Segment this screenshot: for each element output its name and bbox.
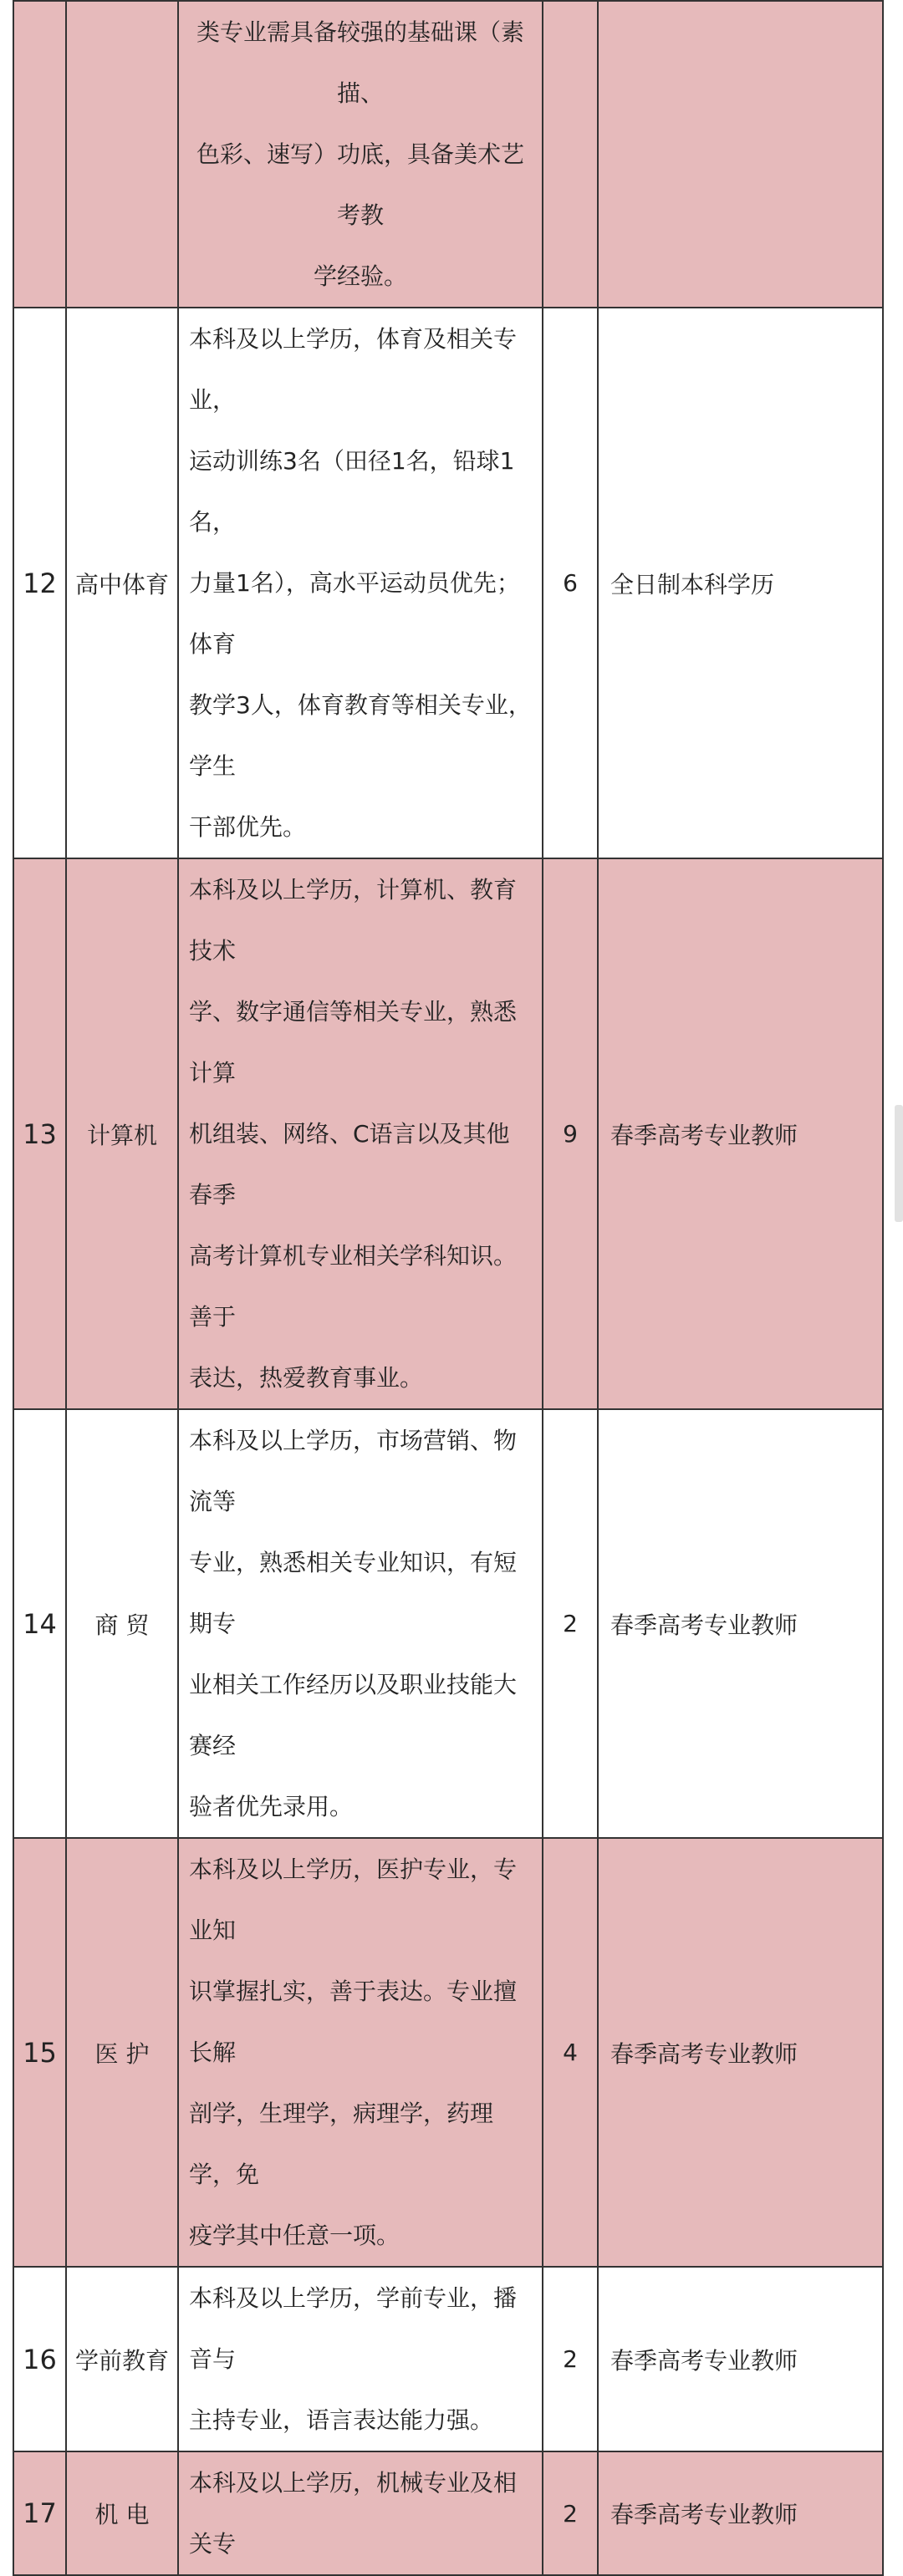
row-requirements [178, 1838, 543, 2267]
row-subject: 计算机 [66, 858, 178, 1409]
requirement-line: 教学3人，体育教育等相关专业，学生 [189, 691, 532, 780]
row-count: 2 [543, 2267, 598, 2451]
row-requirements [178, 308, 543, 858]
requirement-line: 学、数字通信等相关专业，熟悉计算 [189, 998, 518, 1087]
requirement-line: 专业，熟悉相关专业知识，有短期专 [189, 1549, 518, 1637]
row-note: 春季高考专业教师 [598, 1409, 883, 1838]
table-row [13, 2451, 883, 2575]
row-subject: 高中体育 [66, 308, 178, 858]
requirement-line: 干部优先。 [189, 813, 307, 841]
row-note: 春季高考专业教师 [598, 2267, 883, 2451]
requirement-line: 本科及以上学历，市场营销、物流等 [189, 1427, 518, 1515]
requirement-line: 业相关工作经历以及职业技能大赛经 [189, 1671, 518, 1759]
row-number: 12 [13, 308, 66, 858]
row-requirements [178, 1, 543, 308]
requirement-line: 学经验。 [313, 262, 407, 290]
requirement-line: 本科及以上学历，医护专业，专业知 [189, 1856, 518, 1944]
requirement-line: 本科及以上学历，学前专业，播音与 [189, 2284, 518, 2373]
row-subject: 商 贸 [66, 1409, 178, 1838]
row-count: 2 [543, 2451, 598, 2575]
requirement-line: 本科及以上学历，体育及相关专业， [189, 325, 518, 414]
row-number: 15 [13, 1838, 66, 2267]
recruitment-table [13, 0, 884, 2576]
requirement-line: 主持专业，语言表达能力强。 [189, 2406, 494, 2434]
row-count: 2 [543, 1409, 598, 1838]
requirement-line: 表达，热爱教育事业。 [189, 1364, 424, 1392]
row-number: 16 [13, 2267, 66, 2451]
row-count: 6 [543, 308, 598, 858]
row-requirements [178, 858, 543, 1409]
requirement-line: 机组装、网络、C语言以及其他春季 [189, 1120, 510, 1209]
table-row [13, 858, 883, 1409]
row-note [598, 1, 883, 308]
requirement-line: 本科及以上学历，机械专业及相关专 [189, 2469, 518, 2558]
row-subject: 医 护 [66, 1838, 178, 2267]
row-number: 14 [13, 1409, 66, 1838]
requirement-line: 疫学其中任意一项。 [189, 2222, 400, 2249]
table-row [13, 2267, 883, 2451]
requirement-line: 本科及以上学历，计算机、教育技术 [189, 876, 518, 965]
row-number: 13 [13, 858, 66, 1409]
row-requirements [178, 1409, 543, 1838]
row-subject: 学前教育 [66, 2267, 178, 2451]
row-subject: 机 电 [66, 2451, 178, 2575]
table-row [13, 1409, 883, 1838]
row-subject [66, 1, 178, 308]
table-row [13, 308, 883, 858]
table-row [13, 1838, 883, 2267]
requirement-line: 识掌握扎实，善于表达。专业擅长解 [189, 1978, 518, 2066]
requirement-line: 剖学，生理学，病理学，药理学，免 [189, 2100, 494, 2188]
requirement-line: 力量1名），高水平运动员优先；体育 [189, 569, 520, 658]
row-requirements [178, 2267, 543, 2451]
row-number [13, 1, 66, 308]
requirement-line: 高考计算机专业相关学科知识。善于 [189, 1242, 518, 1331]
row-count: 9 [543, 858, 598, 1409]
scrollbar-thumb[interactable] [895, 1105, 903, 1222]
requirement-line: 类专业需具备较强的基础课（素描、 [196, 18, 524, 107]
row-count [543, 1, 598, 308]
row-note: 春季高考专业教师 [598, 1838, 883, 2267]
row-count: 4 [543, 1838, 598, 2267]
requirement-line: 运动训练3名（田径1名，铅球1名， [189, 447, 515, 536]
row-requirements [178, 2451, 543, 2575]
row-note: 春季高考专业教师 [598, 2451, 883, 2575]
row-note: 春季高考专业教师 [598, 858, 883, 1409]
requirement-line: 色彩、速写）功底，具备美术艺考教 [196, 140, 524, 229]
table-row [13, 1, 883, 308]
row-number: 17 [13, 2451, 66, 2575]
requirement-line: 验者优先录用。 [189, 1793, 354, 1820]
row-note: 全日制本科学历 [598, 308, 883, 858]
